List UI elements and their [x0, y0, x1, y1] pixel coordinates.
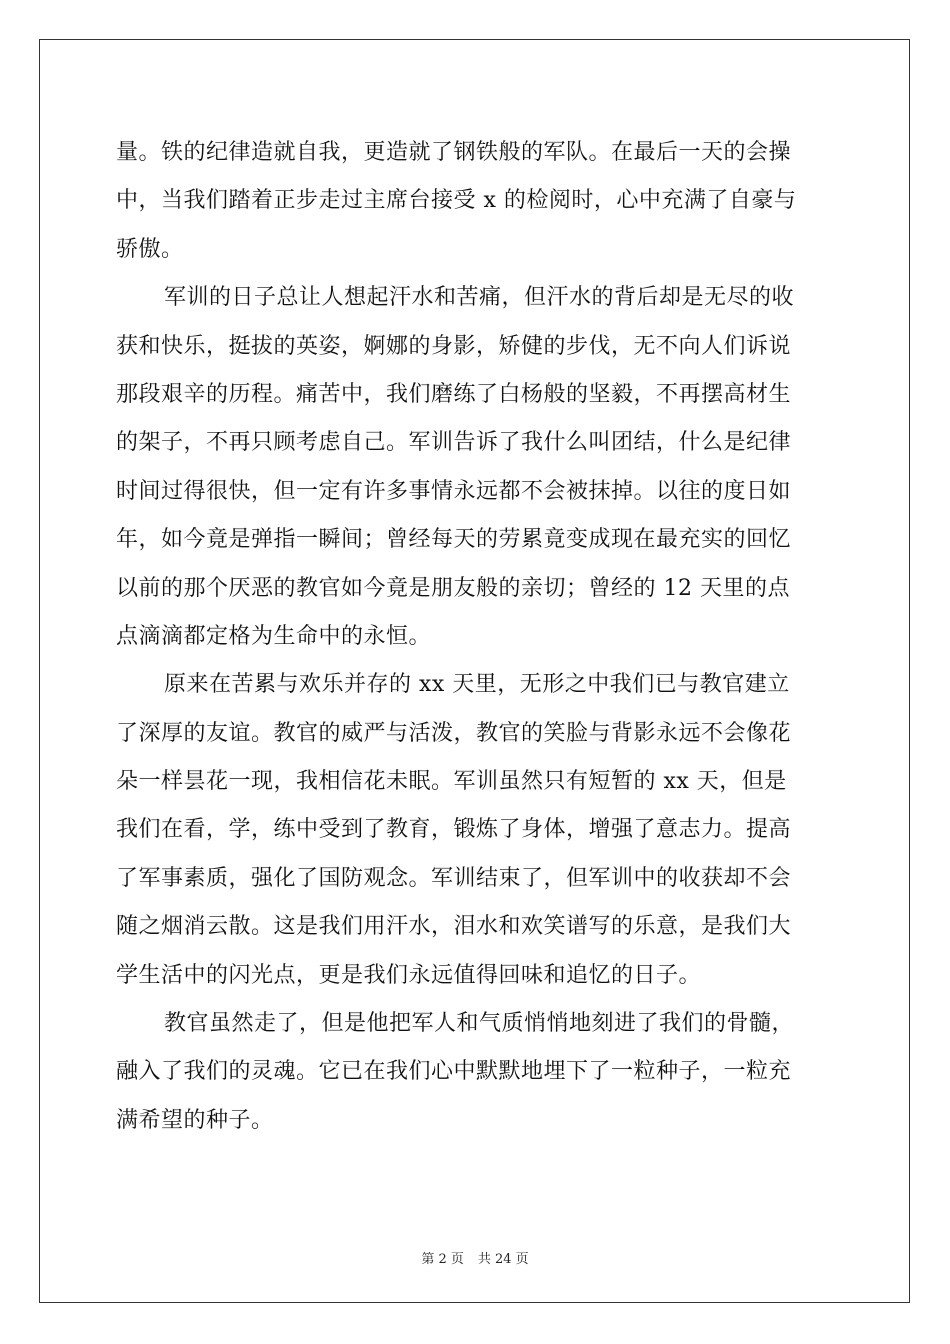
text-line: 了军事素质，强化了国防观念。军训结束了，但军训中的收获却不会 [116, 865, 792, 891]
text-line: 时间过得很快，但一定有许多事情永远都不会被抹掉。以往的度日如 [116, 478, 792, 504]
text-line: 融入了我们的灵魂。它已在我们心中默默地埋下了一粒种子，一粒充 [116, 1059, 792, 1085]
paragraph-start-line: 原来在苦累与欢乐并存的 xx 天里，无形之中我们已与教官建立 [164, 672, 790, 698]
text-line: 骄傲。 [116, 236, 184, 262]
page-number: 第 2 页 [421, 1252, 464, 1267]
text-line: 量。铁的纪律造就自我，更造就了钢铁般的军队。在最后一天的会操 [116, 140, 792, 165]
text-line: 点滴滴都定格为生命中的永恒。 [116, 623, 432, 649]
text-line: 了深厚的友谊。教官的威严与活泼，教官的笑脸与背影永远不会像花 [116, 720, 792, 746]
text-line: 获和快乐，挺拔的英姿，婀娜的身影，矫健的步伐，无不向人们诉说 [116, 333, 792, 359]
text-line: 年，如今竟是弹指一瞬间；曾经每天的劳累竟变成现在最充实的回忆 [116, 527, 792, 553]
page-footer [0, 1248, 950, 1267]
text-line: 中，当我们踏着正步走过主席台接受 x 的检阅时，心中充满了自豪与 [116, 188, 797, 214]
paragraph-start-line: 教官虽然走了，但是他把军人和气质悄悄地刻进了我们的骨髓， [164, 1011, 795, 1037]
text-line: 以前的那个厌恶的教官如今竟是朋友般的亲切；曾经的 12 天里的点 [116, 575, 790, 601]
text-line: 我们在看，学，练中受到了教育，锻炼了身体，增强了意志力。提高 [116, 817, 792, 843]
text-line: 学生活中的闪光点，更是我们永远值得回味和追忆的日子。 [116, 962, 702, 988]
text-line: 朵一样昙花一现，我相信花未眠。军训虽然只有短暂的 xx 天，但是 [116, 769, 787, 795]
text-line: 随之烟消云散。这是我们用汗水，泪水和欢笑谱写的乐意，是我们大 [116, 914, 792, 940]
text-line: 那段艰辛的历程。痛苦中，我们磨练了白杨般的坚毅，不再摆高材生 [116, 381, 792, 407]
total-pages: 共 24 页 [477, 1252, 529, 1267]
paragraph-start-line: 军训的日子总让人想起汗水和苦痛，但汗水的背后却是无尽的收 [164, 285, 795, 311]
text-line: 满希望的种子。 [116, 1107, 274, 1133]
text-line: 的架子，不再只顾考虑自己。军训告诉了我什么叫团结，什么是纪律 [116, 430, 792, 456]
document-body [116, 129, 836, 1145]
